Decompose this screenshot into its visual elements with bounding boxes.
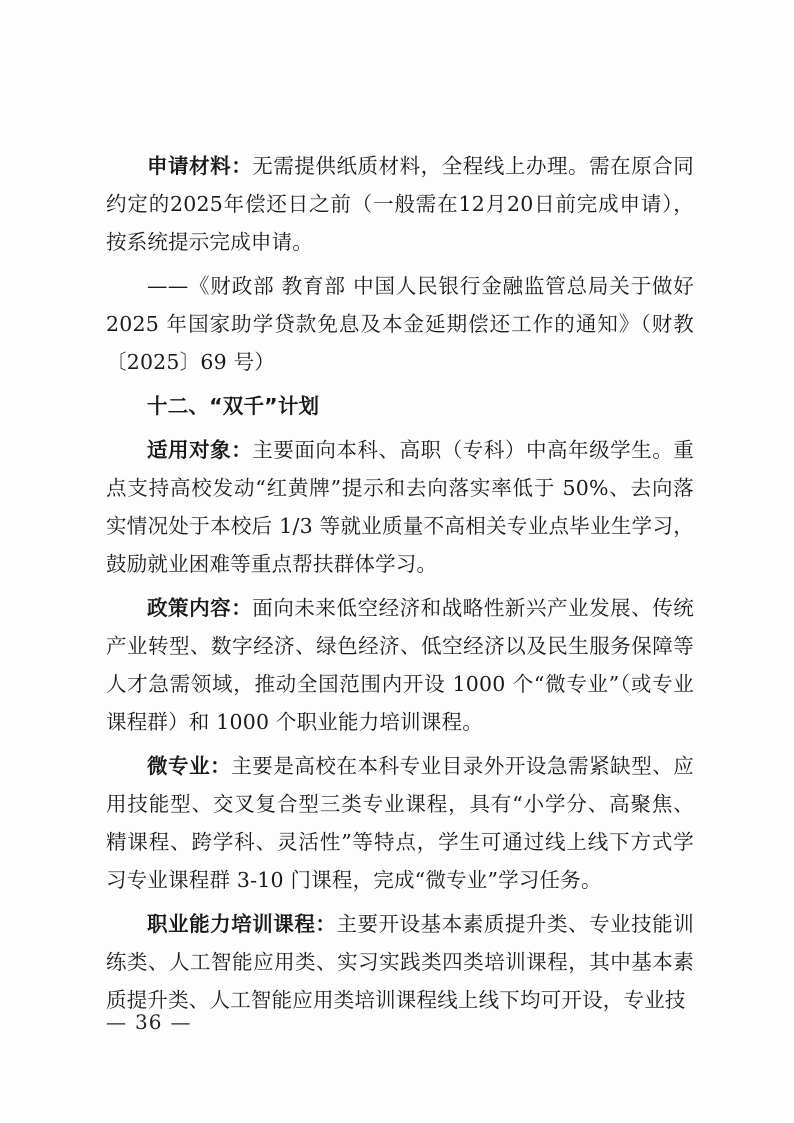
page-content xyxy=(106,147,694,1019)
policy-text: 面向未来低空经济和战略性新兴产业发展、传统产业转型、数字经济、绿色经济、低空经济以及民生服务保障等人才急需领域，推动全国范围内开设 1000 个“微专业”（或专业课程群）和 1000 个职业能力培训课程。 xyxy=(106,596,695,734)
footer-dash-left: — xyxy=(106,1010,127,1034)
section-heading: 十二、“双千”计划 xyxy=(147,394,320,418)
target-label: 适用对象： xyxy=(147,438,253,462)
micro-major-paragraph xyxy=(106,747,694,899)
policy-label: 政策内容： xyxy=(147,596,253,620)
apply-materials-label: 申请材料： xyxy=(147,154,253,178)
micro-major-label: 微专业： xyxy=(147,754,232,778)
page-footer xyxy=(106,1010,191,1034)
training-label: 职业能力培训课程： xyxy=(147,912,337,936)
apply-materials-paragraph xyxy=(106,147,694,261)
micro-major-text: 主要是高校在本科专业目录外开设急需紧缺型、应用技能型、交叉复合型三类专业课程，具有“小学分、高聚焦、精课程、跨学科、灵活性”等特点，学生可通过线上线下方式学习专业课程群 3-10 门课程，完成“微专业”学习任务。 xyxy=(106,754,694,892)
policy-paragraph xyxy=(106,589,694,741)
page-number: 36 xyxy=(135,1010,163,1034)
training-paragraph xyxy=(106,905,694,1019)
apply-materials-text: 无需提供纸质材料，全程线上办理。需在原合同约定的2025年偿还日之前（一般需在12月20日前完成申请），按系统提示完成申请。 xyxy=(106,154,695,254)
target-text: 主要面向本科、高职（专科）中高年级学生。重点支持高校发动“红黄牌”提示和去向落实率低于 50%、去向落实情况处于本校后 1/3 等就业质量不高相关专业点毕业生学习，鼓励就业困难等重点帮扶群体学习。 xyxy=(106,438,695,576)
target-paragraph xyxy=(106,431,694,583)
footer-dash-right: — xyxy=(170,1010,192,1034)
training-text: 主要开设基本素质提升类、专业技能训练类、人工智能应用类、实习实践类四类培训课程，其中基本素质提升类、人工智能应用类培训课程线上线下均可开设，专业技 xyxy=(106,912,694,1012)
citation-paragraph: ——《财政部 教育部 中国人民银行金融监管总局关于做好 2025 年国家助学贷款免息及本金延期偿还工作的通知》（财教〔2025〕69 号） xyxy=(106,274,694,374)
